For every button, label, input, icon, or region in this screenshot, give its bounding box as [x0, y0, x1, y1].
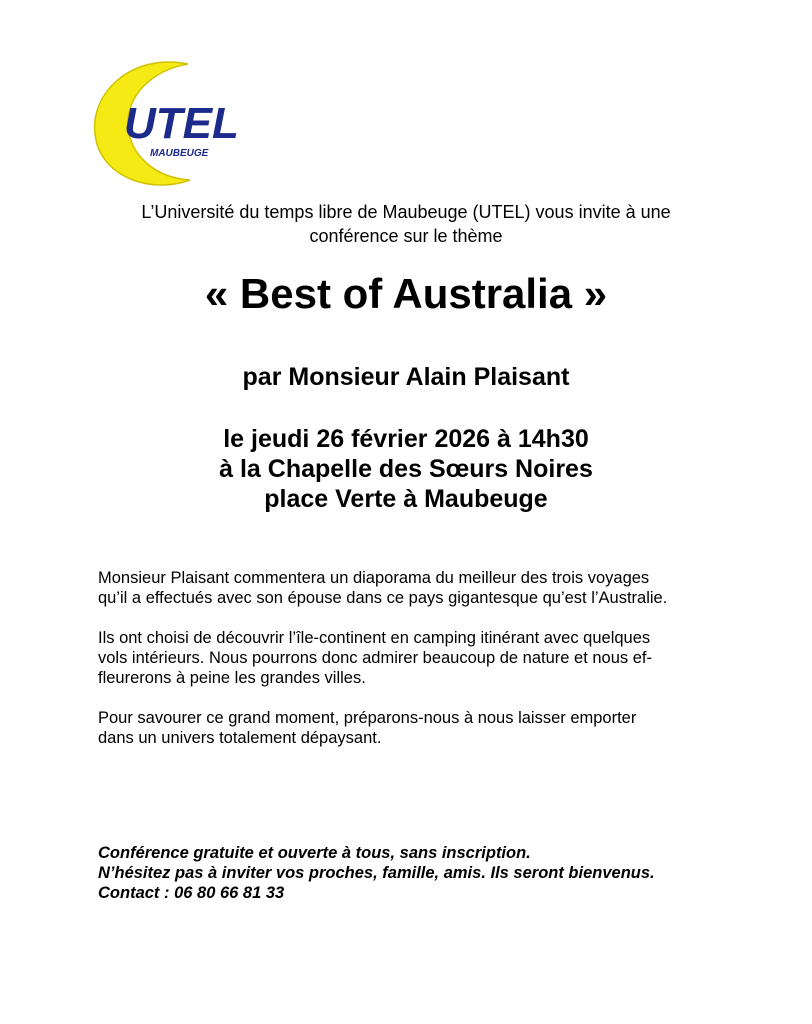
event-venue: à la Chapelle des Sœurs Noires: [219, 455, 593, 483]
paragraph-line: Ils ont choisi de découvrir l’île-continent en camping itinérant avec quelques: [98, 629, 651, 647]
paragraph-line: qu’il a effectués avec son épouse dans ce pays gigantesque qu’est l’Australie.: [98, 589, 668, 607]
utel-logo: [90, 56, 240, 192]
crescent-moon-icon: [90, 56, 240, 192]
paragraph-line: Monsieur Plaisant commentera un diaporama du meilleur des trois voyages: [98, 569, 650, 587]
logo-city: MAUBEUGE: [150, 148, 209, 159]
paragraph-line: fleurerons à peine les grandes villes.: [98, 669, 366, 687]
intro-line-1: L’Université du temps libre de Maubeuge (UTEL) vous invite à une: [141, 202, 671, 222]
invite-note: N’hésitez pas à inviter vos proches, famille, amis. Ils seront bienvenus.: [98, 864, 655, 882]
description-paragraph-3: [98, 708, 778, 748]
conference-title: « Best of Australia »: [204, 270, 608, 317]
paragraph-line: dans un univers totalement dépaysant.: [98, 729, 382, 747]
description-paragraph-2: [98, 628, 778, 688]
event-place: place Verte à Maubeuge: [264, 485, 548, 513]
description-paragraph-1: [98, 568, 778, 608]
description: [98, 568, 778, 768]
speaker-line: par Monsieur Alain Plaisant: [242, 363, 570, 391]
event-details: [0, 424, 812, 514]
event-date: le jeudi 26 février 2026 à 14h30: [223, 425, 589, 453]
contact-line: Contact : 06 80 66 81 33: [98, 884, 285, 902]
paragraph-line: Pour savourer ce grand moment, préparons-nous à nous laisser emporter: [98, 709, 637, 727]
practical-info: [98, 843, 788, 903]
intro-line-2: conférence sur le thème: [309, 226, 503, 246]
paragraph-line: vols intérieurs. Nous pourrons donc admirer beaucoup de nature et nous ef-: [98, 649, 652, 667]
invitation-intro: [0, 200, 812, 248]
free-entry-note: Conférence gratuite et ouverte à tous, sans inscription.: [98, 844, 531, 862]
logo-name: UTEL: [124, 99, 239, 148]
